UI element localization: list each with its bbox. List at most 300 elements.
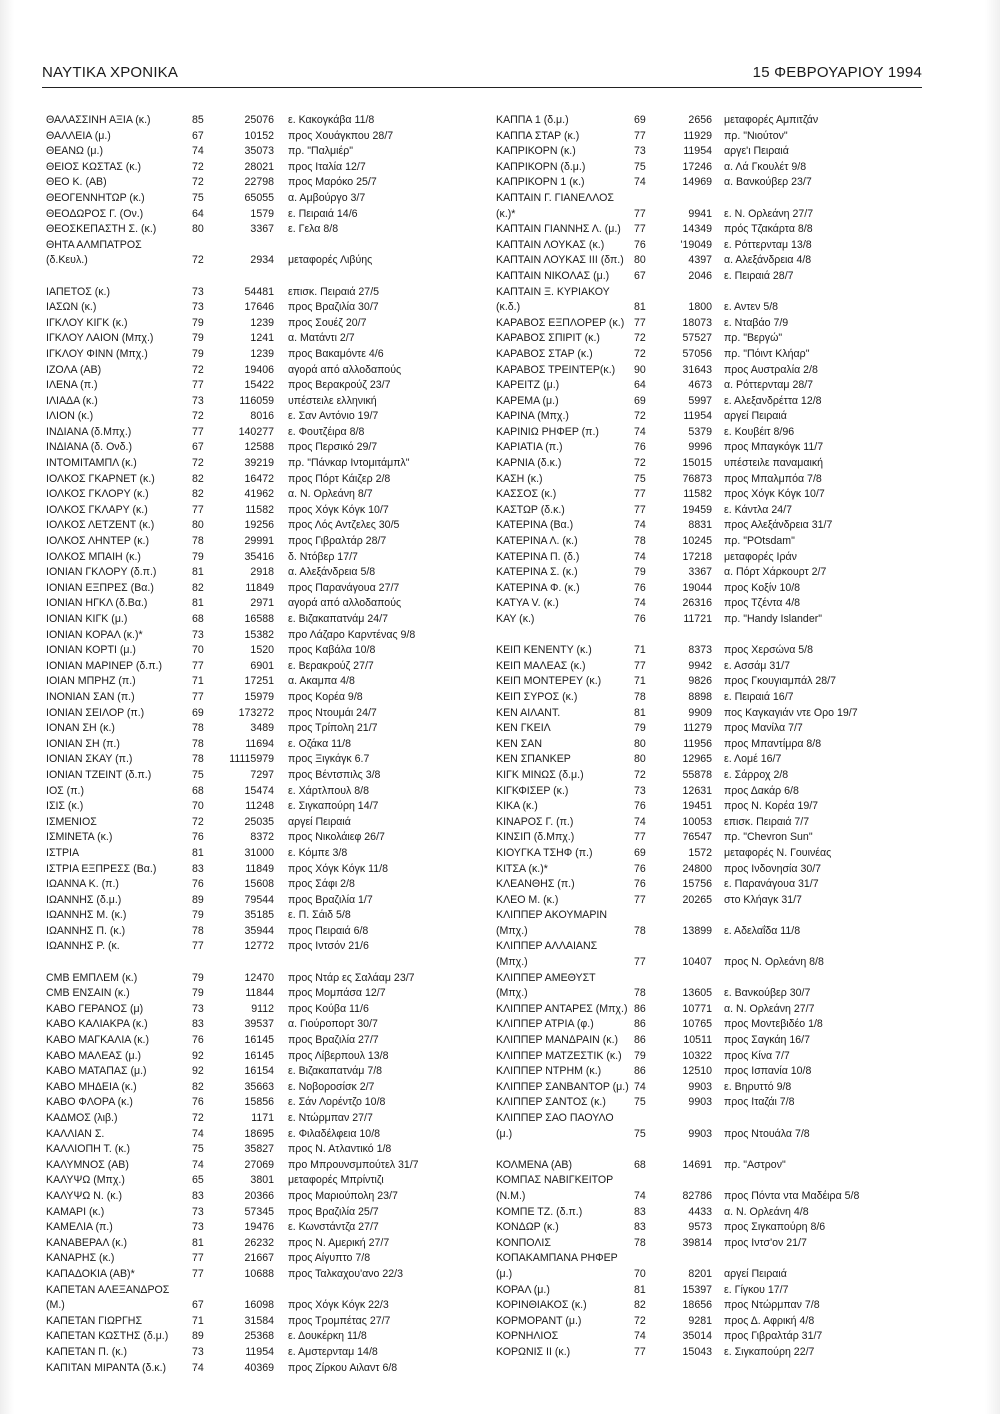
ship-row: [42, 1002, 482, 1018]
ship-row: [484, 830, 924, 846]
ship-name: ΙΟΝΙΑΝ ΣΚΑΥ (π.): [46, 753, 133, 766]
ship-row: [42, 628, 482, 644]
tonnage: 3367: [688, 566, 712, 579]
voyage-info: προς Μαριούπολη 23/7: [288, 1189, 398, 1202]
tonnage: 11582: [683, 488, 712, 501]
build-year: 72: [192, 254, 204, 267]
voyage-info: πρ. "Βεργώ": [724, 332, 783, 345]
tonnage: 79544: [244, 893, 274, 906]
tonnage: 10771: [682, 1002, 712, 1015]
tonnage: 8372: [250, 831, 274, 844]
voyage-info: ε. Κωνστάντζα 27/7: [288, 1221, 379, 1234]
build-year: 71: [192, 675, 204, 688]
tonnage: 20265: [682, 893, 712, 906]
voyage-info: προς Χουάγκπου 28/7: [288, 129, 394, 142]
ship-row: [484, 955, 924, 971]
tonnage: 39814: [682, 1236, 712, 1249]
ship-row: [484, 253, 924, 269]
voyage-info: υπέστειλε ελληνική: [288, 394, 377, 407]
tonnage: 19459: [682, 503, 712, 516]
voyage-info: προς Περσικό 29/7: [288, 441, 378, 454]
build-year: 73: [192, 1205, 204, 1218]
ship-name: ΙΩΑΝΝΗΣ Π. (κ.): [46, 924, 126, 937]
tonnage: 11849: [245, 862, 274, 875]
tonnage: 11844: [245, 987, 274, 1000]
tonnage: 8373: [688, 644, 712, 657]
build-year: 72: [192, 363, 204, 376]
tonnage: 18695: [244, 1127, 274, 1140]
ship-row: [42, 830, 482, 846]
build-year: 80: [634, 753, 646, 766]
build-year: 72: [634, 768, 646, 781]
voyage-info: προς Λίβερπουλ 13/8: [288, 1049, 389, 1062]
ship-row: [42, 1189, 482, 1205]
tonnage: 15382: [244, 628, 274, 641]
section-gap: [484, 1142, 924, 1158]
voyage-info: προς Κίνα 7/7: [724, 1049, 790, 1062]
tonnage: 1520: [250, 644, 274, 657]
build-year: 75: [634, 1127, 646, 1140]
voyage-info: προς Νικολάιεφ 26/7: [288, 831, 385, 844]
ship-row: [42, 784, 482, 800]
build-year: 72: [192, 815, 204, 828]
right-ship-column: [484, 113, 924, 1361]
ship-row: [484, 1345, 924, 1361]
tonnage: 6901: [250, 659, 274, 672]
ship-row: [42, 752, 482, 768]
tonnage: 11956: [683, 737, 712, 750]
build-year: 74: [634, 597, 646, 610]
ship-row: [484, 659, 924, 675]
build-year: 69: [634, 114, 646, 126]
ship-row: [484, 518, 924, 534]
build-year: 73: [192, 285, 204, 298]
ship-name: ΚΑΥ (κ.): [496, 613, 535, 625]
section-gap: [42, 269, 482, 285]
ship-row: [484, 175, 924, 191]
tonnage: 76547: [682, 831, 712, 844]
voyage-info: προς Τζέντα 4/8: [724, 597, 801, 610]
voyage-info: προς Τρίπολη 21/7: [288, 722, 378, 735]
tonnage: 10245: [682, 535, 712, 548]
voyage-info: αργε'ι Πειραιά: [724, 145, 789, 158]
build-year: 73: [634, 784, 646, 797]
build-year: 75: [192, 191, 204, 204]
voyage-info: πρ. "Chevron Sun": [724, 831, 813, 844]
voyage-info: δ. Ντόβερ 17/7: [288, 550, 358, 563]
voyage-info: προς Βέντσπιλς 3/8: [288, 768, 381, 781]
build-year: 64: [192, 207, 204, 220]
build-year: 77: [634, 1345, 646, 1358]
ship-name: ΙΟΝΙΑΝ ΓΚΛΟΡΥ (δ.π.): [46, 566, 157, 579]
ship-row: [484, 1205, 924, 1221]
build-year: 72: [634, 457, 646, 470]
build-year: 78: [192, 737, 204, 750]
build-year: 67: [634, 269, 646, 282]
tonnage: 12588: [244, 441, 274, 454]
build-year: 80: [634, 737, 646, 750]
build-year: 69: [634, 394, 646, 407]
tonnage: 9941: [688, 207, 712, 220]
voyage-info: προς Αίγυπτο 7/8: [288, 1252, 371, 1265]
ship-row: [484, 893, 924, 909]
tonnage: 1572: [688, 846, 712, 859]
build-year: 82: [192, 488, 204, 501]
ship-row: [484, 596, 924, 612]
tonnage: 25076: [244, 114, 274, 126]
ship-name: ΙΑΠΕΤΟΣ (κ.): [46, 285, 111, 298]
ship-row: [484, 737, 924, 753]
ship-name: ΚΑΠΡΙΚΟΡΝ (κ.): [496, 145, 576, 158]
ship-name: ΙΟΝΙΑΝ ΣΗ (π.): [46, 737, 120, 750]
tonnage: 9573: [688, 1221, 712, 1234]
ship-name: ΚΑΣΣΟΣ (κ.): [496, 488, 557, 501]
ship-row: [42, 1158, 482, 1174]
tonnage: 55878: [682, 768, 712, 781]
build-year: 81: [192, 597, 204, 610]
tonnage: 24800: [682, 862, 712, 875]
voyage-info: ε. Βηρυττό 9/8: [724, 1080, 792, 1093]
voyage-info: προς Σαγκάη 16/7: [724, 1034, 810, 1047]
voyage-info: ε. Αδελαΐδα 11/8: [724, 924, 801, 937]
build-year: 71: [192, 1314, 204, 1327]
ship-row: [42, 706, 482, 722]
tonnage: 65055: [244, 191, 274, 204]
voyage-info: προς Πόντα ντα Μαδέιρα 5/8: [724, 1189, 860, 1202]
ship-row: [42, 893, 482, 909]
voyage-info: προς Χόγκ Κόγκ 11/8: [288, 862, 388, 875]
voyage-info: ε. Βανκούβερ 30/7: [724, 987, 811, 1000]
ship-row: [484, 222, 924, 238]
voyage-info: ε. Βερακρούζ 27/7: [288, 659, 374, 672]
build-year: 79: [192, 347, 204, 360]
build-year: 77: [634, 503, 646, 516]
build-year: 73: [192, 628, 204, 641]
build-year: 79: [634, 566, 646, 579]
voyage-info: προς Ιταλία 12/7: [288, 160, 366, 173]
voyage-info: μεταφορές Μπρίντιζι: [288, 1174, 384, 1187]
ship-row: [42, 425, 482, 441]
ship-row: [484, 612, 924, 628]
ship-row: [484, 440, 924, 456]
tonnage: 16154: [244, 1065, 274, 1078]
ship-name: ΙΟΝΙΑΝ ΚΟΡΑΛ (κ.)*: [46, 628, 143, 641]
tonnage: 8831: [688, 519, 712, 532]
voyage-info: προς Τρομπέτας 27/7: [288, 1314, 391, 1327]
voyage-info: προς Ντώρμπαν 7/8: [724, 1299, 820, 1312]
tonnage: 10407: [682, 956, 712, 969]
ship-name: ΚΑΣΗ (κ.): [496, 472, 543, 485]
ship-name: ΘΑΛΑΣΣΙΝΗ ΑΞΙΑ (κ.): [46, 114, 151, 126]
build-year: 75: [634, 472, 646, 485]
ship-row: [42, 1329, 482, 1345]
build-year: 75: [634, 160, 646, 173]
ship-row: [42, 986, 482, 1002]
ship-row: [42, 285, 482, 301]
build-year: 83: [634, 1205, 646, 1218]
build-year: 76: [192, 831, 204, 844]
ship-row: [484, 285, 924, 301]
build-year: 83: [192, 862, 204, 875]
tonnage: 1241: [250, 332, 274, 345]
ship-row: [484, 456, 924, 472]
tonnage: 35073: [244, 145, 274, 158]
tonnage: 2656: [688, 114, 712, 126]
voyage-info: ε. Ασσάμ 31/7: [724, 659, 790, 672]
ship-row: [484, 939, 924, 955]
voyage-info: ε. Νταβάο 7/9: [724, 316, 789, 329]
tonnage: 9909: [688, 706, 712, 719]
build-year: 79: [192, 971, 204, 984]
ship-row: [484, 1283, 924, 1299]
ship-name: ΚΑΠΤΑΙΝ Γ. ΓΙΑΝΕΛΛΟΣ: [496, 191, 614, 204]
voyage-info: προς Ν. Ορλεάνη 8/8: [724, 956, 824, 969]
ship-name: ΙΟΛΚΟΣ ΓΚΑΡΝΕΤ (κ.): [46, 472, 155, 485]
voyage-info: πρ. "POtsdam": [724, 535, 795, 548]
build-year: 73: [192, 301, 204, 314]
ship-name: ΚΙΝΣΙΠ (δ.Μπχ.): [496, 831, 575, 844]
left-ship-column: [42, 113, 482, 1376]
ship-name: ΚΟΜΠΕ ΤΖ. (δ.π.): [496, 1205, 583, 1218]
ship-name: ΚΑΠΡΙΚΟΡΝ 1 (κ.): [496, 176, 585, 189]
tonnage: 15422: [244, 379, 274, 392]
tonnage: 9281: [688, 1314, 712, 1327]
tonnage: 10688: [244, 1267, 274, 1280]
ship-name: ΚΛΕΑΝΘΗΣ (π.): [496, 878, 575, 891]
ship-row: [484, 1189, 924, 1205]
build-year: 71: [634, 675, 646, 688]
ship-row: [484, 846, 924, 862]
ship-row: [42, 175, 482, 191]
voyage-info: ε. Ντώρμπαν 27/7: [288, 1112, 373, 1124]
build-year: 78: [192, 722, 204, 735]
voyage-info: προς Βακαμόντε 4/6: [288, 347, 384, 360]
ship-name: ΘΕΟΔΩΡΟΣ Γ. (Ον.): [46, 207, 144, 220]
voyage-info: ε. Κουβέιτ 8/96: [724, 425, 795, 438]
ship-name: ΚΛΙΠΠΕΡ ΣΑΝΒΑΝΤΟΡ (μ.): [496, 1080, 629, 1093]
ship-row: [42, 456, 482, 472]
ship-name: ΚΛΙΠΠΕΡ ΑΚΟΥΜΑΡΙΝ: [496, 909, 608, 922]
ship-name: ΚΑΜΕΛΙΑ (π.): [46, 1221, 113, 1234]
tonnage: 17246: [682, 160, 712, 173]
tonnage: 39219: [244, 457, 274, 470]
ship-name: ΚΛΙΠΠΕΡ ΑΤΡΙΑ (φ.): [496, 1018, 594, 1031]
ship-name: ΚΕΝ ΑΙΛΑΝΤ.: [496, 706, 561, 719]
build-year: 74: [634, 1080, 646, 1093]
ship-name: ΙΟΝΙΑΝ ΕΞΠΡΕΣ (Βα.): [46, 581, 154, 594]
ship-row: [484, 908, 924, 924]
voyage-info: στο Κλήαγκ 31/7: [724, 893, 802, 906]
ship-row: [42, 253, 482, 269]
ship-name: ΚΑΛΛΙΟΠΗ Τ. (κ.): [46, 1143, 131, 1156]
build-year: 77: [634, 831, 646, 844]
ship-row: [42, 1236, 482, 1252]
build-year: 78: [192, 535, 204, 548]
ship-name: ΚΑΒΟ ΦΛΟΡΑ (κ.): [46, 1096, 133, 1109]
voyage-info: προς Μοντεβιδέο 1/8: [724, 1018, 823, 1031]
voyage-info: ε. Βιζακαπατνάμ 7/8: [288, 1065, 383, 1078]
voyage-info: επισκ. Πειραιά 27/5: [288, 285, 380, 298]
ship-row: [42, 472, 482, 488]
ship-name: ΚΑΛΥΜΝΟΣ (ΑΒ): [46, 1158, 129, 1171]
ship-row: [484, 1049, 924, 1065]
build-year: 76: [634, 878, 646, 891]
publication-title: ΝΑΥΤΙΚΑ ΧΡΟΝΙΚΑ: [42, 64, 179, 81]
build-year: 65: [192, 1174, 204, 1187]
ship-name: ΚΟΜΠΑΣ ΝΑΒΙΓΚΕΙΤΟΡ: [496, 1174, 614, 1187]
ship-name: ΚΑΡΙΝΙΩ ΡΗΦΕΡ (π.): [496, 425, 599, 438]
voyage-info: ε. Π. Σάιδ 5/8: [288, 909, 351, 922]
tonnage: 18073: [682, 316, 712, 329]
ship-name: ΙΛΕΝΑ (π.): [46, 379, 98, 392]
voyage-info: προ Λάζαρο Καρντένας 9/8: [288, 628, 416, 641]
voyage-info: προς Ταλκαχου'ανο 22/3: [288, 1267, 403, 1280]
voyage-info: ε. Παρανάγουα 31/7: [724, 878, 819, 891]
voyage-info: αγορά από αλλοδαπούς: [288, 597, 402, 610]
ship-row: [484, 877, 924, 893]
ship-row: [42, 534, 482, 550]
ship-row: [42, 1251, 482, 1267]
ship-name: ΚΑΡΑΒΟΣ ΕΞΠΛΟΡΕΡ (κ.): [496, 316, 625, 329]
build-year: 76: [634, 613, 646, 625]
build-year: 86: [634, 1018, 646, 1031]
voyage-info: προς Ν. Αμερική 27/7: [288, 1236, 390, 1249]
voyage-info: ε. Φουτζέιρα 8/8: [288, 425, 365, 438]
ship-name: ΙΝΔΙΑΝΑ (δ.Μπχ.): [46, 425, 132, 438]
build-year: 82: [192, 472, 204, 485]
tonnage: 19476: [244, 1221, 274, 1234]
build-year: 83: [634, 1221, 646, 1234]
build-year: 74: [634, 815, 646, 828]
build-year: 74: [192, 145, 204, 158]
tonnage: 9903: [688, 1080, 712, 1093]
tonnage: 1239: [250, 316, 274, 329]
ship-name: ΚΛΙΠΠΕΡ ΜΑΝΔΡΑΙΝ (κ.): [496, 1034, 619, 1047]
voyage-info: προς Βραζιλία 25/7: [288, 1205, 379, 1218]
ship-name: ΚΟΡΩΝΙΣ ΙΙ (κ.): [496, 1345, 571, 1358]
ship-row: [484, 191, 924, 207]
ship-row: [42, 643, 482, 659]
tonnage: 13899: [682, 924, 712, 937]
ship-row: [42, 144, 482, 160]
ship-name: ΚΑΛΥΨΩ Ν. (κ.): [46, 1189, 123, 1202]
tonnage: 13605: [682, 987, 712, 1000]
ship-name: ΚΑΡΑΒΟΣ ΣΠΙΡΙΤ (κ.): [496, 332, 600, 345]
ship-name: ΚΕΝ ΣΠΑΝΚΕΡ: [496, 753, 571, 766]
tonnage: 12510: [682, 1065, 712, 1078]
build-year: 90: [634, 363, 646, 376]
ship-name: ΘΕΟ Κ. (ΑΒ): [46, 176, 107, 189]
build-year: 79: [192, 987, 204, 1000]
ship-name: ΚΛΕΟ Μ. (κ.): [496, 893, 559, 906]
build-year: 77: [634, 223, 646, 236]
tonnage: 35827: [244, 1143, 274, 1156]
ship-row: [42, 487, 482, 503]
ship-row: [42, 799, 482, 815]
ship-row: [42, 160, 482, 176]
ship-row: [484, 1064, 924, 1080]
ship-name: ΚΑΡΙΑΤΙΑ (π.): [496, 441, 563, 454]
build-year: 92: [192, 1049, 204, 1062]
voyage-info: προς Σάφι 2/8: [288, 878, 355, 891]
build-year: 72: [634, 410, 646, 423]
build-year: 69: [634, 846, 646, 859]
voyage-info: ε. Κόμπε 3/8: [288, 846, 348, 859]
build-year: 74: [634, 519, 646, 532]
voyage-info: προς Μαρόκο 25/7: [288, 176, 377, 189]
tonnage: 17646: [244, 301, 274, 314]
voyage-info: προς Ζίρκου Αιλαντ 6/8: [288, 1361, 398, 1374]
tonnage: 16145: [244, 1049, 274, 1062]
ship-name: ΚΟΛΜΕΝΑ (ΑΒ): [496, 1158, 573, 1171]
tonnage: 57056: [682, 347, 712, 360]
build-year: 73: [634, 145, 646, 158]
ship-name: (Μπχ.): [496, 987, 528, 1000]
ship-name: ΘΕΟΣΚΕΠΑΣΤΗ Σ. (κ.): [46, 223, 157, 236]
voyage-info: προς Χόγκ Κόγκ 10/7: [288, 503, 389, 516]
ship-name: ΚΟΡΙΝΘΙΑΚΟΣ (κ.): [496, 1299, 587, 1312]
voyage-info: μεταφορές Λιβύης: [288, 254, 373, 267]
ship-row: [484, 1298, 924, 1314]
ship-name: ΚΑΛΥΨΩ (Μπχ.): [46, 1174, 125, 1187]
header-rule: [42, 87, 922, 88]
ship-name: ΚΑΒΟ ΓΕΡΑΝΟΣ (μ): [46, 1002, 144, 1015]
ship-name: ΚΕΙΠ ΚΕΝΕΝΤΥ (κ.): [496, 644, 592, 657]
ship-name: ΚΑΡΙΝΑ (Μπχ.): [496, 410, 569, 423]
ship-row: [42, 1298, 482, 1314]
section-gap: [42, 955, 482, 971]
ship-row: [42, 971, 482, 987]
ship-name: ΚΑΒΟ ΚΑΛΙΑΚΡΑ (κ.): [46, 1018, 148, 1031]
ship-name: ΚΙΟΥΓΚΑ ΤΣΗΦ (π.): [496, 846, 593, 859]
tonnage: 26316: [682, 597, 712, 610]
tonnage: 15397: [682, 1283, 712, 1296]
ship-row: [42, 1111, 482, 1127]
voyage-info: προς Ιταζάι 7/8: [724, 1096, 795, 1109]
voyage-info: ε. Πειραιά 14/6: [288, 207, 358, 220]
voyage-info: α. Βανκούβερ 23/7: [724, 176, 812, 189]
ship-name: ΚΑΠΕΤΑΝ ΓΙΩΡΓΗΣ: [46, 1314, 142, 1327]
build-year: 81: [634, 1283, 646, 1296]
tonnage: 10152: [244, 129, 274, 142]
ship-name: ΚΑΠΑΔΟΚΙΑ (ΑΒ)*: [46, 1267, 135, 1280]
ship-row: [484, 394, 924, 410]
voyage-info: ε. Αντεν 5/8: [724, 301, 779, 314]
tonnage: 1171: [251, 1112, 274, 1124]
build-year: 77: [192, 425, 204, 438]
voyage-info: α. Αλεξάνδρεια 4/8: [724, 254, 812, 267]
tonnage: 35944: [244, 924, 274, 937]
ship-name: ΙΟΛΚΟΣ ΛΕΤΖΕΝΤ (κ.): [46, 519, 155, 532]
ship-name: ΙΟΛΚΟΣ ΜΠΑΙΗ (κ.): [46, 550, 141, 563]
ship-name: ΚΑΠΤΑΙΝ ΓΙΑΝΝΗΣ Λ. (μ.): [496, 223, 621, 236]
ship-row: [484, 752, 924, 768]
voyage-info: προς Μπαγκόγκ 11/7: [724, 441, 824, 454]
ship-name: ΚΑΠΕΤΑΝ ΚΩΣΤΗΣ (δ.μ.): [46, 1330, 169, 1343]
ship-name: ΚΑΒΟ ΜΑΤΑΠΑΣ (μ.): [46, 1065, 147, 1078]
ship-row: [42, 737, 482, 753]
ship-row: [42, 565, 482, 581]
tonnage: 31000: [244, 846, 274, 859]
voyage-info: επισκ. Πειραιά 7/7: [724, 815, 810, 828]
voyage-info: προς Κορέα 9/8: [288, 690, 363, 703]
ship-row: [484, 472, 924, 488]
build-year: 77: [634, 129, 646, 142]
tonnage: 19406: [244, 363, 274, 376]
ship-row: [484, 113, 924, 129]
ship-name: ΚΕΝ ΓΚΕΙΛ: [496, 722, 551, 735]
build-year: 73: [192, 1221, 204, 1234]
